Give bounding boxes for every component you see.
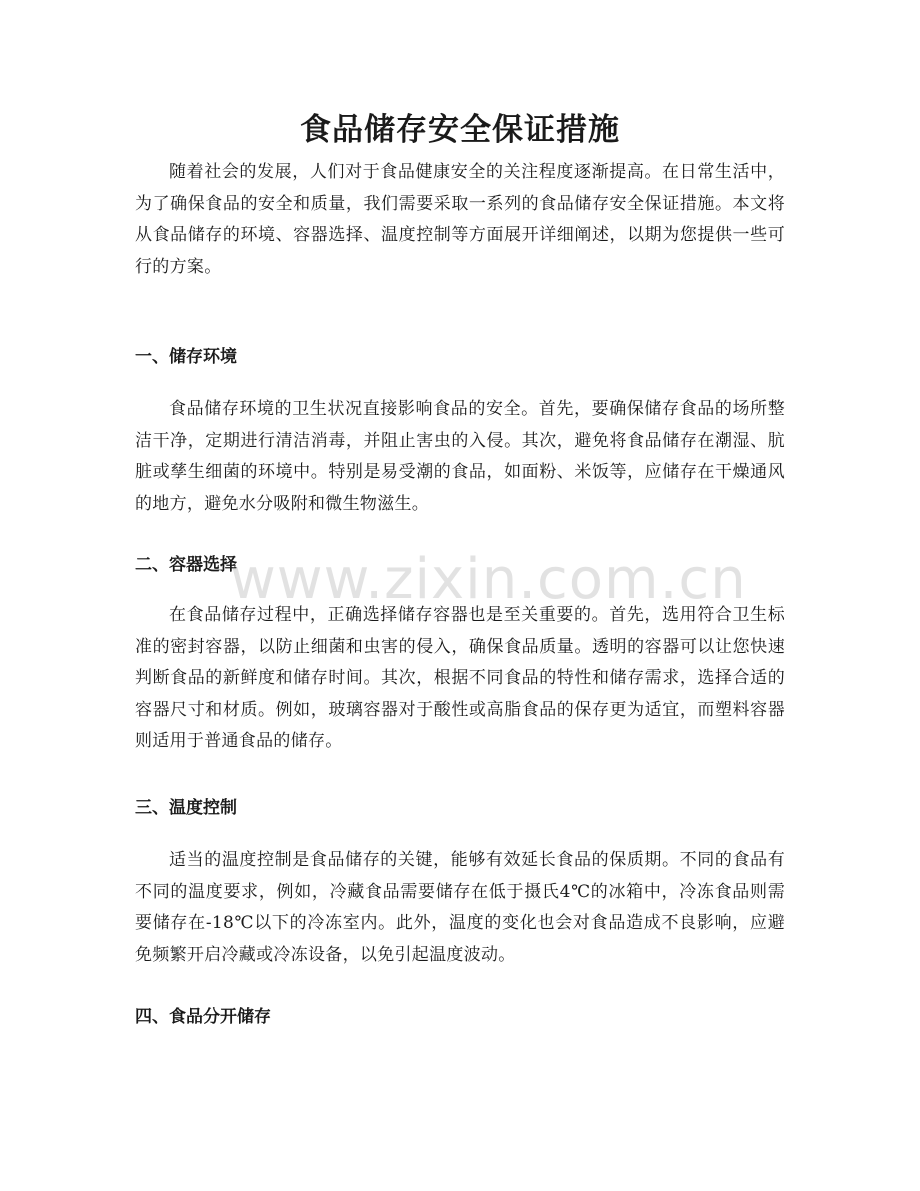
section-heading-separate-storage: 四、食品分开储存 xyxy=(135,1007,271,1027)
section-body-storage-environment: 食品储存环境的卫生状况直接影响食品的安全。首先，要确保储存食品的场所整洁干净，定期进行清洁消毒，并阻止害虫的入侵。其次，避免将食品储存在潮湿、肮脏或孳生细菌的环境中。特别是易受潮的食品，如面粉、米饭等，应储存在干燥通风的地方，避免水分吸附和微生物滋生。 xyxy=(135,399,785,514)
document-title: 食品储存安全保证措施 xyxy=(300,112,620,148)
section-heading-container-selection: 二、容器选择 xyxy=(135,555,237,575)
section-body-temperature-control: 适当的温度控制是食品储存的关键，能够有效延长食品的保质期。不同的食品有不同的温度要求，例如，冷藏食品需要储存在低于摄氏4℃的冰箱中，冷冻食品则需要储存在-18℃以下的冷冻室内。此外，温度的变化也会对食品造成不良影响，应避免频繁开启冷藏或冷冻设备，以免引起温度波动。 xyxy=(135,850,785,965)
intro-paragraph: 随着社会的发展，人们对于食品健康安全的关注程度逐渐提高。在日常生活中，为了确保食品的安全和质量，我们需要采取一系列的食品储存安全保证措施。本文将从食品储存的环境、容器选择、温度控制等方面展开详细阐述，以期为您提供一些可行的方案。 xyxy=(135,162,785,277)
section-heading-storage-environment: 一、储存环境 xyxy=(135,347,237,367)
section-heading-temperature-control: 三、温度控制 xyxy=(135,798,237,818)
watermark: www.zixin.com.cn xyxy=(230,547,747,612)
section-body-container-selection: 在食品储存过程中，正确选择储存容器也是至关重要的。首先，选用符合卫生标准的密封容器，以防止细菌和虫害的侵入，确保食品质量。透明的容器可以让您快速判断食品的新鲜度和储存时间。其次，根据不同食品的特性和储存需求，选择合适的容器尺寸和材质。例如，玻璃容器对于酸性或高脂食品的保存更为适宜，而塑料容器则适用于普通食品的储存。 xyxy=(135,605,785,751)
